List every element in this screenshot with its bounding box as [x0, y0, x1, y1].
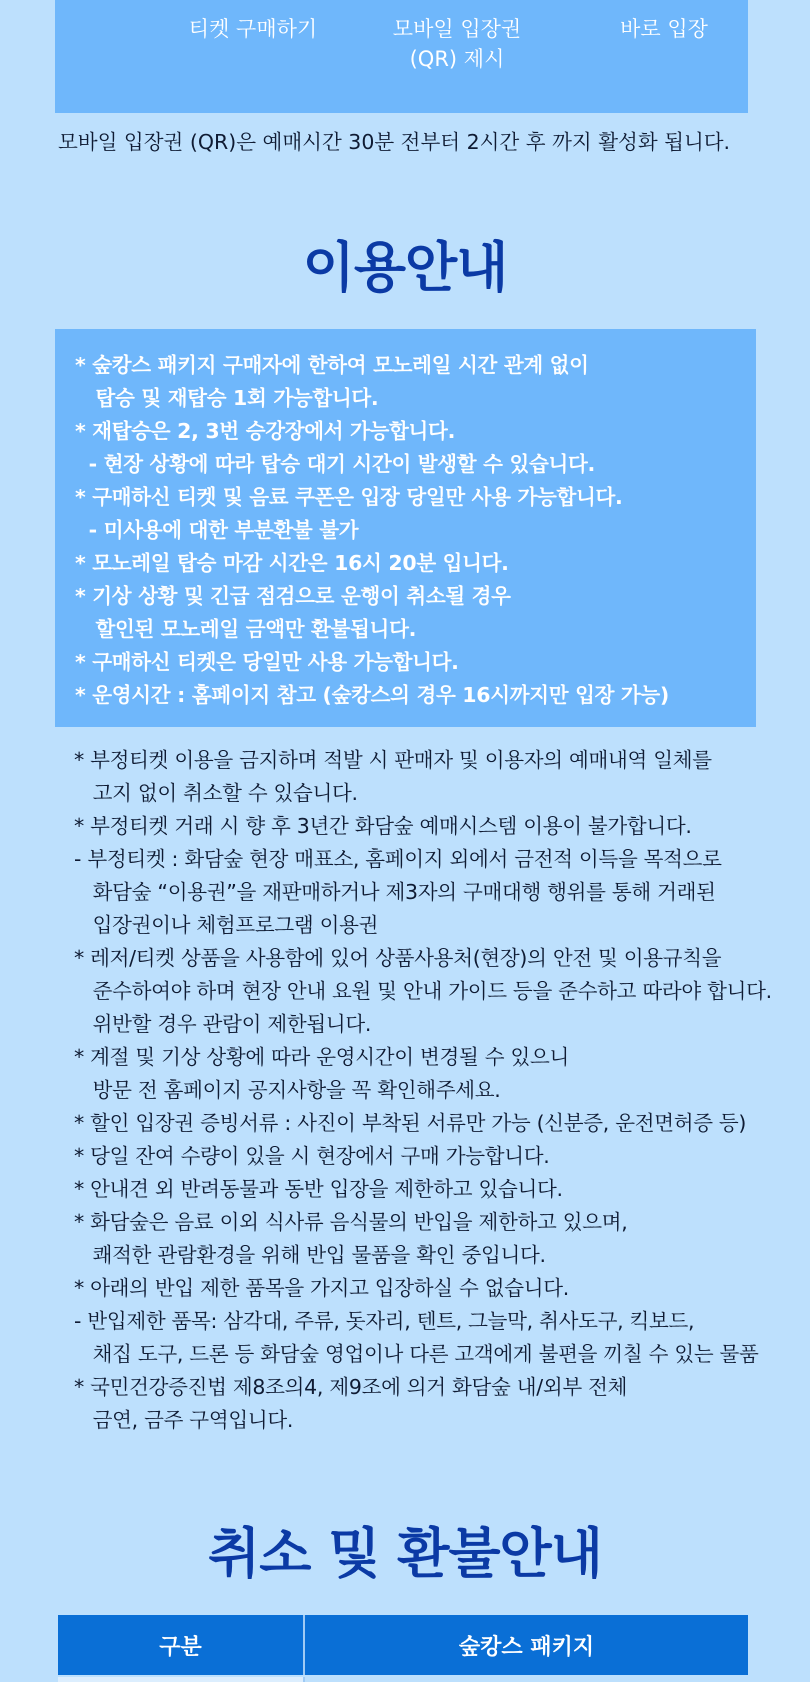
table-header-package: 숲캉스 패키지 — [305, 1615, 748, 1675]
step-enter: 바로 입장 — [620, 17, 708, 41]
rule-line: 위반할 경우 관람이 제한됩니다. — [74, 1012, 372, 1036]
usage-guide-title: 이용안내 — [302, 236, 508, 299]
notice-line: - 미사용에 대한 부분환불 불가 — [75, 518, 359, 542]
rule-line: 금연, 금주 구역입니다. — [74, 1408, 294, 1432]
rule-line: * 아래의 반입 제한 품목을 가지고 입장하실 수 없습니다. — [74, 1276, 569, 1300]
highlight-notice-box — [55, 329, 756, 727]
rule-line: - 반입제한 품목: 삼각대, 주류, 돗자리, 텐트, 그늘막, 취사도구, 킥보드, — [74, 1309, 695, 1333]
rule-line: - 부정티켓 : 화담숲 현장 매표소, 홈페이지 외에서 금전적 이득을 목적으로 — [74, 847, 722, 871]
table-header-category: 구분 — [58, 1615, 305, 1675]
rule-line: * 레저/티켓 상품을 사용함에 있어 상품사용처(현장)의 안전 및 이용규칙을 — [74, 946, 722, 970]
notice-line: * 구매하신 티켓 및 음료 쿠폰은 입장 당일만 사용 가능합니다. — [75, 485, 623, 509]
rule-line: 쾌적한 관람환경을 위해 반입 물품을 확인 중입니다. — [74, 1243, 546, 1267]
refund-guide-title: 취소 및 환불안내 — [208, 1522, 602, 1585]
rule-line: * 당일 잔여 수량이 있을 시 현장에서 구매 가능합니다. — [74, 1144, 550, 1168]
notice-line: * 기상 상황 및 긴급 점검으로 운행이 취소될 경우 — [75, 584, 511, 608]
table-row — [58, 1677, 748, 1682]
rule-line: * 부정티켓 이용을 금지하며 적발 시 판매자 및 이용자의 예매내역 일체를 — [74, 748, 712, 772]
step-show-qr: 모바일 입장권 (QR) 제시 — [392, 17, 522, 71]
notice-line: 할인된 모노레일 금액만 환불됩니다. — [75, 617, 417, 641]
rule-line: * 할인 입장권 증빙서류 : 사진이 부착된 서류만 가능 (신분증, 운전면허증 등) — [74, 1111, 747, 1135]
table-cell — [305, 1677, 748, 1682]
rule-line: 고지 없이 취소할 수 있습니다. — [74, 781, 358, 805]
notice-line: * 숲캉스 패키지 구매자에 한하여 모노레일 시간 관계 없이 — [75, 353, 589, 377]
rule-line: * 안내견 외 반려동물과 동반 입장을 제한하고 있습니다. — [74, 1177, 563, 1201]
usage-rules-list — [74, 744, 794, 1437]
rule-line: 입장권이나 체험프로그램 이용권 — [74, 913, 379, 937]
rule-line: * 국민건강증진법 제8조의4, 제9조에 의거 화담숲 내/외부 전체 — [74, 1375, 628, 1399]
notice-line: * 운영시간 : 홈페이지 참고 (숲캉스의 경우 16시까지만 입장 가능) — [75, 683, 669, 707]
rule-line: 채집 도구, 드론 등 화담숲 영업이나 다른 고객에게 불편을 끼칠 수 있는 물품 — [74, 1342, 759, 1366]
notice-line: * 재탑승은 2, 3번 승강장에서 가능합니다. — [75, 419, 456, 443]
notice-line: - 현장 상황에 따라 탑승 대기 시간이 발생할 수 있습니다. — [75, 452, 595, 476]
rule-line: * 화담숲은 음료 이외 식사류 음식물의 반입을 제한하고 있으며, — [74, 1210, 628, 1234]
notice-line: * 구매하신 티켓은 당일만 사용 가능합니다. — [75, 650, 459, 674]
refund-table — [58, 1615, 748, 1682]
step-buy-ticket: 티켓 구매하기 — [188, 17, 318, 41]
rule-line: 화담숲 “이용권”을 재판매하거나 제3자의 구매대행 행위를 통해 거래된 — [74, 880, 716, 904]
rule-line: 준수하여야 하며 현장 안내 요원 및 안내 가이드 등을 준수하고 따라야 합니다. — [74, 979, 772, 1003]
notice-line: * 모노레일 탑승 마감 시간은 16시 20분 입니다. — [75, 551, 509, 575]
qr-activation-note: 모바일 입장권 (QR)은 예매시간 30분 전부터 2시간 후 까지 활성화 됩니다. — [58, 130, 731, 154]
rule-line: * 계절 및 기상 상황에 따라 운영시간이 변경될 수 있으니 — [74, 1045, 569, 1069]
rule-line: 방문 전 홈페이지 공지사항을 꼭 확인해주세요. — [74, 1078, 501, 1102]
rule-line: * 부정티켓 거래 시 향 후 3년간 화담숲 예매시스템 이용이 불가합니다. — [74, 814, 692, 838]
notice-line: 탑승 및 재탑승 1회 가능합니다. — [75, 386, 379, 410]
entry-steps-box — [55, 0, 748, 113]
table-cell — [58, 1677, 305, 1682]
